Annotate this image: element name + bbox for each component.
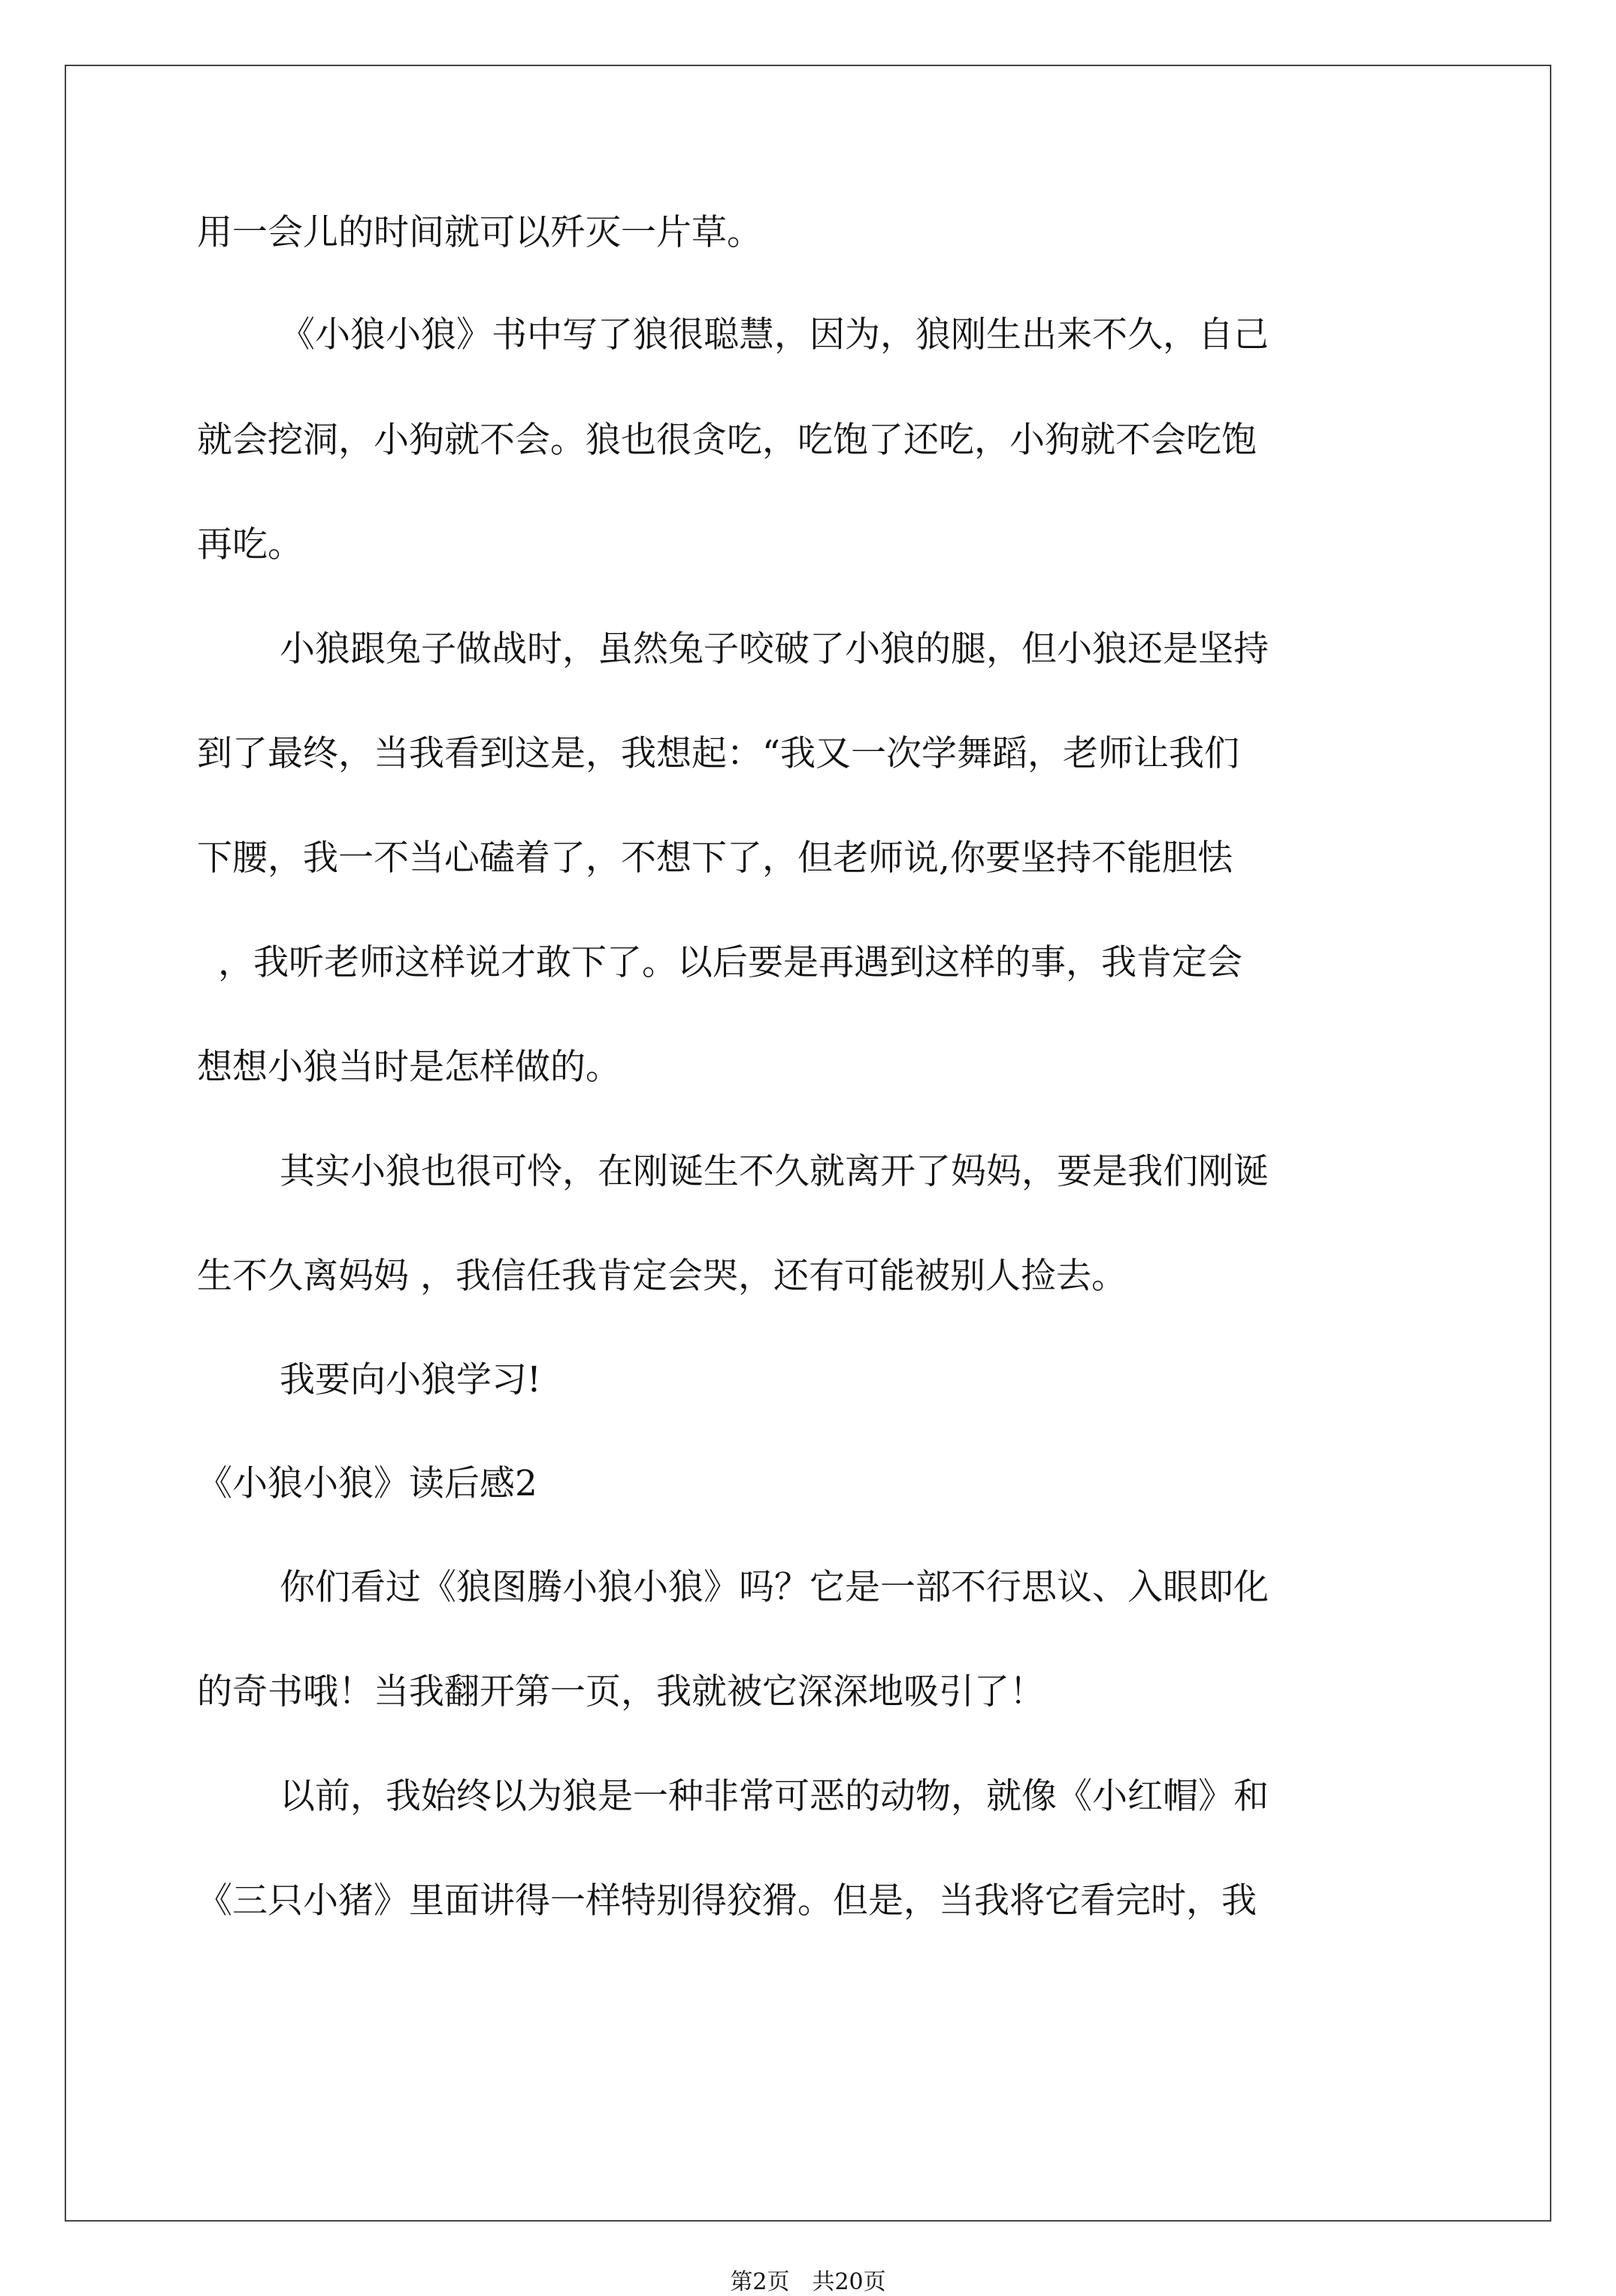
- text-line: 用一会儿的时间就可以歼灭一片草。: [197, 212, 762, 253]
- text-line: 再吃。: [197, 524, 303, 565]
- paragraph-line: 以前，我始终以为狼是一种非常可恶的动物，就像《小红帽》和: [280, 1776, 1269, 1817]
- paragraph-line: 你们看过《狼图腾小狼小狼》吗？它是一部不行思议、入眼即化: [280, 1567, 1269, 1608]
- paragraph-line: 小狼跟兔子做战时，虽然兔子咬破了小狼的腿，但小狼还是坚持: [280, 629, 1269, 670]
- paragraph-line: 其实小狼也很可怜，在刚诞生不久就离开了妈妈，要是我们刚诞: [280, 1151, 1269, 1192]
- text-line: 生不久离妈妈 ，我信任我肯定会哭，还有可能被别人捡去。: [197, 1256, 1127, 1297]
- text-line: 《三只小猪》里面讲得一样特别得狡猾。但是，当我将它看完时，我: [197, 1880, 1257, 1922]
- section-heading: 《小狼小狼》读后感2: [197, 1463, 537, 1504]
- text-line: 下腰，我一不当心磕着了，不想下了，但老师说,你要坚持不能胆怯: [197, 838, 1233, 879]
- text-line: 就会挖洞，小狗就不会。狼也很贪吃，吃饱了还吃，小狗就不会吃饱: [197, 420, 1257, 461]
- text-line: ，我听老师这样说才敢下了。以后要是再遇到这样的事，我肯定会: [218, 942, 1242, 983]
- page-number-footer: 第2页 共20页: [730, 2269, 886, 2295]
- paragraph-line: 《小狼小狼》书中写了狼很聪慧，因为，狼刚生出来不久，自己: [280, 314, 1269, 356]
- text-line: 到了最终，当我看到这是，我想起：“我又一次学舞蹈，老师让我们: [197, 733, 1240, 774]
- paragraph-line: 我要向小狼学习!: [280, 1359, 541, 1401]
- text-line: 的奇书哦！当我翻开第一页，我就被它深深地吸引了！: [197, 1671, 1045, 1713]
- text-line: 想想小狼当时是怎样做的。: [197, 1047, 621, 1088]
